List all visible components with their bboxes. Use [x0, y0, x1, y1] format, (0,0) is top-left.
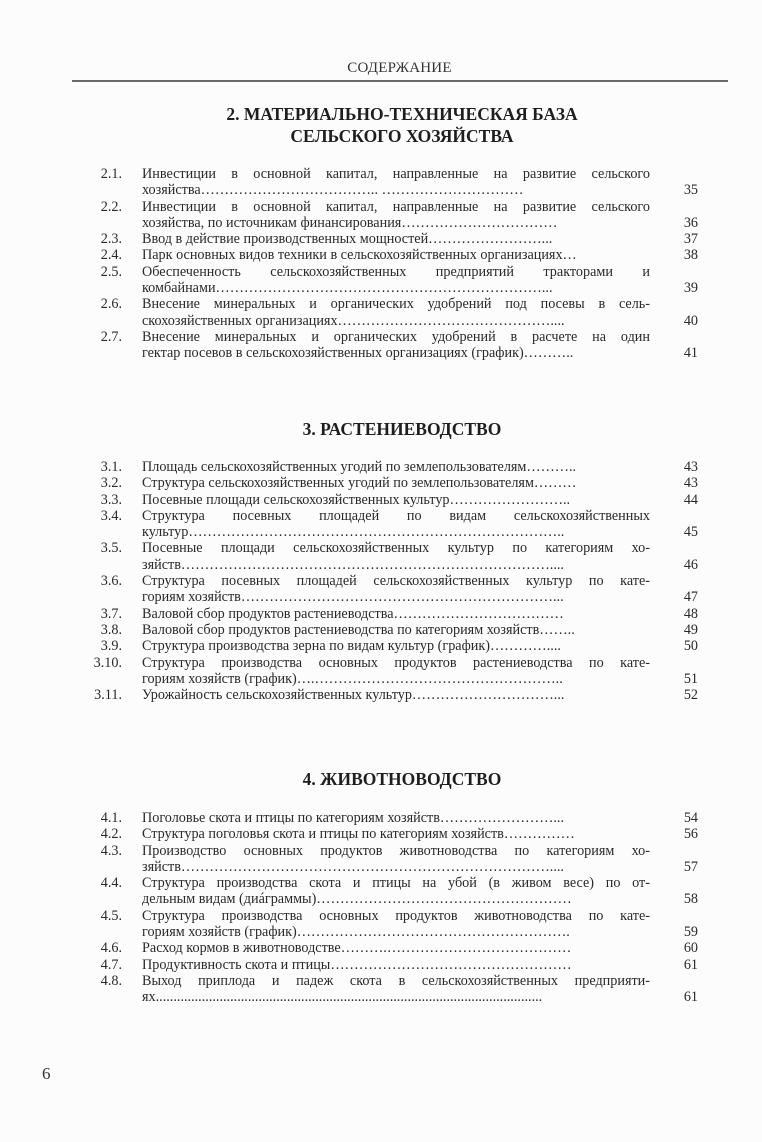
toc-section-3 — [80, 459, 740, 703]
toc-entry[interactable] — [80, 638, 740, 654]
entry-title — [142, 843, 650, 876]
entry-page-number: 36 — [683, 214, 698, 231]
toc-entry[interactable] — [80, 875, 740, 908]
entry-page-number: 52 — [683, 687, 698, 704]
toc-entry[interactable] — [80, 810, 740, 826]
entry-title-line: Структура посевных площадей по видам сельскохозяйственных — [142, 507, 650, 524]
entry-title-line: Выход приплода и падеж скота в сельскохозяйственных предприяти- — [142, 972, 650, 989]
entry-page-number: 58 — [683, 891, 698, 908]
toc-entry[interactable] — [80, 296, 740, 329]
entry-title — [142, 908, 650, 941]
entry-number: 4.5. — [100, 907, 122, 924]
entry-title-line: зяйств…………………………………………………………………….... — [142, 556, 564, 573]
entry-title — [142, 296, 650, 329]
entry-title-line: ях............................................................................................................. — [142, 989, 543, 1006]
entry-title — [142, 166, 650, 199]
section-title-line: 2. МАТЕРИАЛЬНО-ТЕХНИЧЕСКАЯ БАЗА — [226, 104, 578, 124]
entry-number: 2.6. — [100, 296, 122, 313]
page-number: 6 — [42, 1064, 51, 1083]
toc-entry[interactable] — [80, 940, 740, 956]
entry-number: 4.8. — [100, 972, 122, 989]
entry-title — [142, 655, 650, 688]
entry-title — [142, 492, 650, 508]
entry-number: 2.3. — [100, 231, 122, 248]
section-title-line: 3. РАСТЕНИЕВОДСТВО — [302, 419, 502, 439]
entry-title — [142, 231, 650, 247]
toc-entry[interactable] — [80, 508, 740, 541]
entry-title — [142, 247, 650, 263]
entry-title — [142, 826, 650, 842]
entry-page-number: 43 — [683, 459, 698, 475]
entry-title-line: гориям хозяйств…………………………………………………………... — [142, 589, 564, 606]
section-title-3 — [72, 418, 732, 440]
toc-entry[interactable] — [80, 247, 740, 263]
toc-entry[interactable] — [80, 687, 740, 703]
entry-title-line: Посевные площади сельскохозяйственных культур…………………….. — [142, 491, 571, 508]
entry-page-number: 61 — [683, 956, 698, 973]
toc-entry[interactable] — [80, 166, 740, 199]
toc-entry[interactable] — [80, 199, 740, 232]
entry-page-number: 54 — [683, 810, 698, 826]
entry-page-number: 51 — [683, 670, 698, 687]
toc-entry[interactable] — [80, 843, 740, 876]
toc-entry[interactable] — [80, 957, 740, 973]
entry-page-number: 43 — [683, 475, 698, 492]
entry-number: 4.7. — [100, 956, 122, 973]
entry-title-line: Урожайность сельскохозяйственных культур…………………………... — [142, 687, 565, 704]
entry-page-number: 59 — [683, 924, 698, 941]
entry-title — [142, 475, 650, 491]
entry-title-line: Производство основных продуктов животноводства по категориям хо- — [142, 842, 650, 859]
toc-entry[interactable] — [80, 622, 740, 638]
section-title-4 — [72, 768, 732, 790]
entry-number: 2.1. — [100, 166, 122, 182]
section-title-line: СЕЛЬСКОГО ХОЗЯЙСТВА — [290, 126, 514, 146]
entry-title-line: Инвестиции в основной капитал, направленные на развитие сельского — [142, 198, 650, 215]
entry-title-line: скохозяйственных организациях……………………………………….... — [142, 312, 565, 329]
entry-number: 3.11. — [94, 687, 122, 704]
entry-title-line: Внесение минеральных и органических удобрений в расчете на один — [142, 328, 650, 345]
entry-title-line: хозяйства……………………………….. ………………………… — [142, 182, 524, 199]
toc-entry[interactable] — [80, 459, 740, 475]
entry-title — [142, 508, 650, 541]
entry-title — [142, 973, 650, 1006]
toc-entry[interactable] — [80, 573, 740, 606]
entry-title — [142, 329, 650, 362]
entry-title — [142, 540, 650, 573]
entry-title-line: Продуктивность скота и птицы…………………………………………… — [142, 956, 572, 973]
section-title-2 — [72, 103, 732, 147]
entry-page-number: 39 — [683, 280, 698, 297]
entry-title-line: комбайнами……………………………………………………………... — [142, 280, 553, 297]
entry-number: 2.2. — [100, 198, 122, 215]
entry-title — [142, 957, 650, 973]
entry-title — [142, 940, 650, 956]
entry-title-line: Структура производства зерна по видам культур (график)………….... — [142, 638, 561, 655]
entry-title-line: культур…………………………………………………………………….. — [142, 524, 565, 541]
entry-page-number: 57 — [683, 858, 698, 875]
toc-entry[interactable] — [80, 492, 740, 508]
entry-number: 2.5. — [100, 263, 122, 280]
toc-entry[interactable] — [80, 826, 740, 842]
entry-number: 3.6. — [100, 573, 122, 590]
entry-title-line: Ввод в действие производственных мощностей……………………... — [142, 231, 553, 248]
entry-title-line: зяйств…………………………………………………………………….... — [142, 858, 564, 875]
entry-number: 4.6. — [100, 940, 122, 957]
entry-title-line: Структура производства основных продуктов растениеводства по кате- — [142, 654, 650, 671]
entry-number: 3.1. — [100, 459, 122, 475]
entry-title-line: Посевные площади сельскохозяйственных культур по категориям хо- — [142, 540, 650, 557]
entry-title — [142, 622, 650, 638]
entry-number: 3.8. — [100, 621, 122, 638]
entry-page-number: 46 — [683, 556, 698, 573]
toc-entry[interactable] — [80, 231, 740, 247]
entry-page-number: 49 — [683, 621, 698, 638]
entry-title-line: Парк основных видов техники в сельскохозяйственных организациях… — [142, 247, 577, 264]
toc-entry[interactable] — [80, 475, 740, 491]
entry-number: 3.5. — [100, 540, 122, 557]
entry-number: 3.7. — [100, 605, 122, 622]
entry-title-line: Внесение минеральных и органических удобрений под посевы в сель- — [142, 296, 650, 313]
entry-title-line: Валовой сбор продуктов растениеводства……………………………… — [142, 605, 564, 622]
entry-number: 4.3. — [100, 842, 122, 859]
entry-title-line: хозяйства, по источникам финансирования…………………………… — [142, 214, 558, 231]
entry-title-line: Расход кормов в животноводстве……….………………………………… — [142, 940, 572, 957]
toc-entry[interactable] — [80, 655, 740, 688]
entry-title-line: дельным видам (диáграммы)……………………………………………… — [142, 891, 572, 908]
entry-page-number: 61 — [683, 989, 698, 1006]
entry-title-line: Инвестиции в основной капитал, направленные на развитие сельского — [142, 166, 650, 182]
toc-entry[interactable] — [80, 329, 740, 362]
entry-number: 3.3. — [100, 491, 122, 508]
entry-title — [142, 573, 650, 606]
entry-title-line: Структура посевных площадей сельскохозяйственных культур по кате- — [142, 573, 650, 590]
entry-number: 3.10. — [93, 654, 122, 671]
entry-page-number: 35 — [683, 182, 698, 199]
entry-page-number: 60 — [683, 940, 698, 957]
toc-entry[interactable] — [80, 973, 740, 1006]
entry-title — [142, 606, 650, 622]
entry-page-number: 44 — [683, 491, 698, 508]
entry-title-line: Поголовье скота и птицы по категориям хозяйств……………………... — [142, 810, 565, 826]
entry-number: 3.4. — [100, 507, 122, 524]
entry-number: 3.9. — [100, 638, 122, 655]
section-title-line: 4. ЖИВОТНОВОДСТВО — [302, 769, 502, 789]
entry-title — [142, 199, 650, 232]
entry-title — [142, 875, 650, 908]
entry-page-number: 45 — [683, 524, 698, 541]
entry-page-number: 48 — [683, 605, 698, 622]
toc-section-2 — [80, 166, 740, 362]
entry-page-number: 40 — [683, 312, 698, 329]
entry-page-number: 56 — [683, 826, 698, 843]
entry-page-number: 38 — [683, 247, 698, 264]
entry-number: 3.2. — [100, 475, 122, 492]
entry-title — [142, 810, 650, 826]
entry-number: 2.4. — [100, 247, 122, 264]
entry-title-line: гектар посевов в сельскохозяйственных организациях (график)……….. — [142, 345, 574, 362]
toc-entry[interactable] — [80, 540, 740, 573]
entry-title-line: Площадь сельскохозяйственных угодий по землепользователям……….. — [142, 459, 577, 475]
entry-number: 4.4. — [100, 875, 122, 892]
entry-title-line: Структура поголовья скота и птицы по категориям хозяйств…………… — [142, 826, 575, 843]
entry-title-line: Валовой сбор продуктов растениеводства по категориям хозяйств…….. — [142, 621, 575, 638]
entry-number: 4.1. — [100, 810, 122, 826]
toc-entry[interactable] — [80, 908, 740, 941]
toc-entry[interactable] — [80, 264, 740, 297]
entry-title — [142, 687, 650, 703]
entry-page-number: 47 — [683, 589, 698, 606]
toc-section-4 — [80, 810, 740, 1006]
entry-page-number: 41 — [683, 345, 698, 362]
entry-page-number: 50 — [683, 638, 698, 655]
running-head: СОДЕРЖАНИЕ — [347, 60, 452, 76]
entry-title — [142, 459, 650, 475]
header-rule — [72, 80, 728, 82]
entry-number: 4.2. — [100, 826, 122, 843]
entry-number: 2.7. — [100, 328, 122, 345]
entry-page-number: 37 — [683, 231, 698, 248]
entry-title-line: Структура производства скота и птицы на убой (в живом весе) по от- — [142, 875, 650, 892]
entry-title — [142, 264, 650, 297]
entry-title-line: гориям хозяйств (график)…………………………………………………. — [142, 924, 570, 941]
toc-entry[interactable] — [80, 606, 740, 622]
entry-title-line: Структура производства основных продуктов животноводства по кате- — [142, 907, 650, 924]
entry-title-line: гориям хозяйств (график)….…………………………………………….. — [142, 670, 563, 687]
entry-title-line: Обеспеченность сельскохозяйственных предприятий тракторами и — [142, 263, 650, 280]
entry-title — [142, 638, 650, 654]
entry-title-line: Структура сельскохозяйственных угодий по землепользователям……… — [142, 475, 577, 492]
